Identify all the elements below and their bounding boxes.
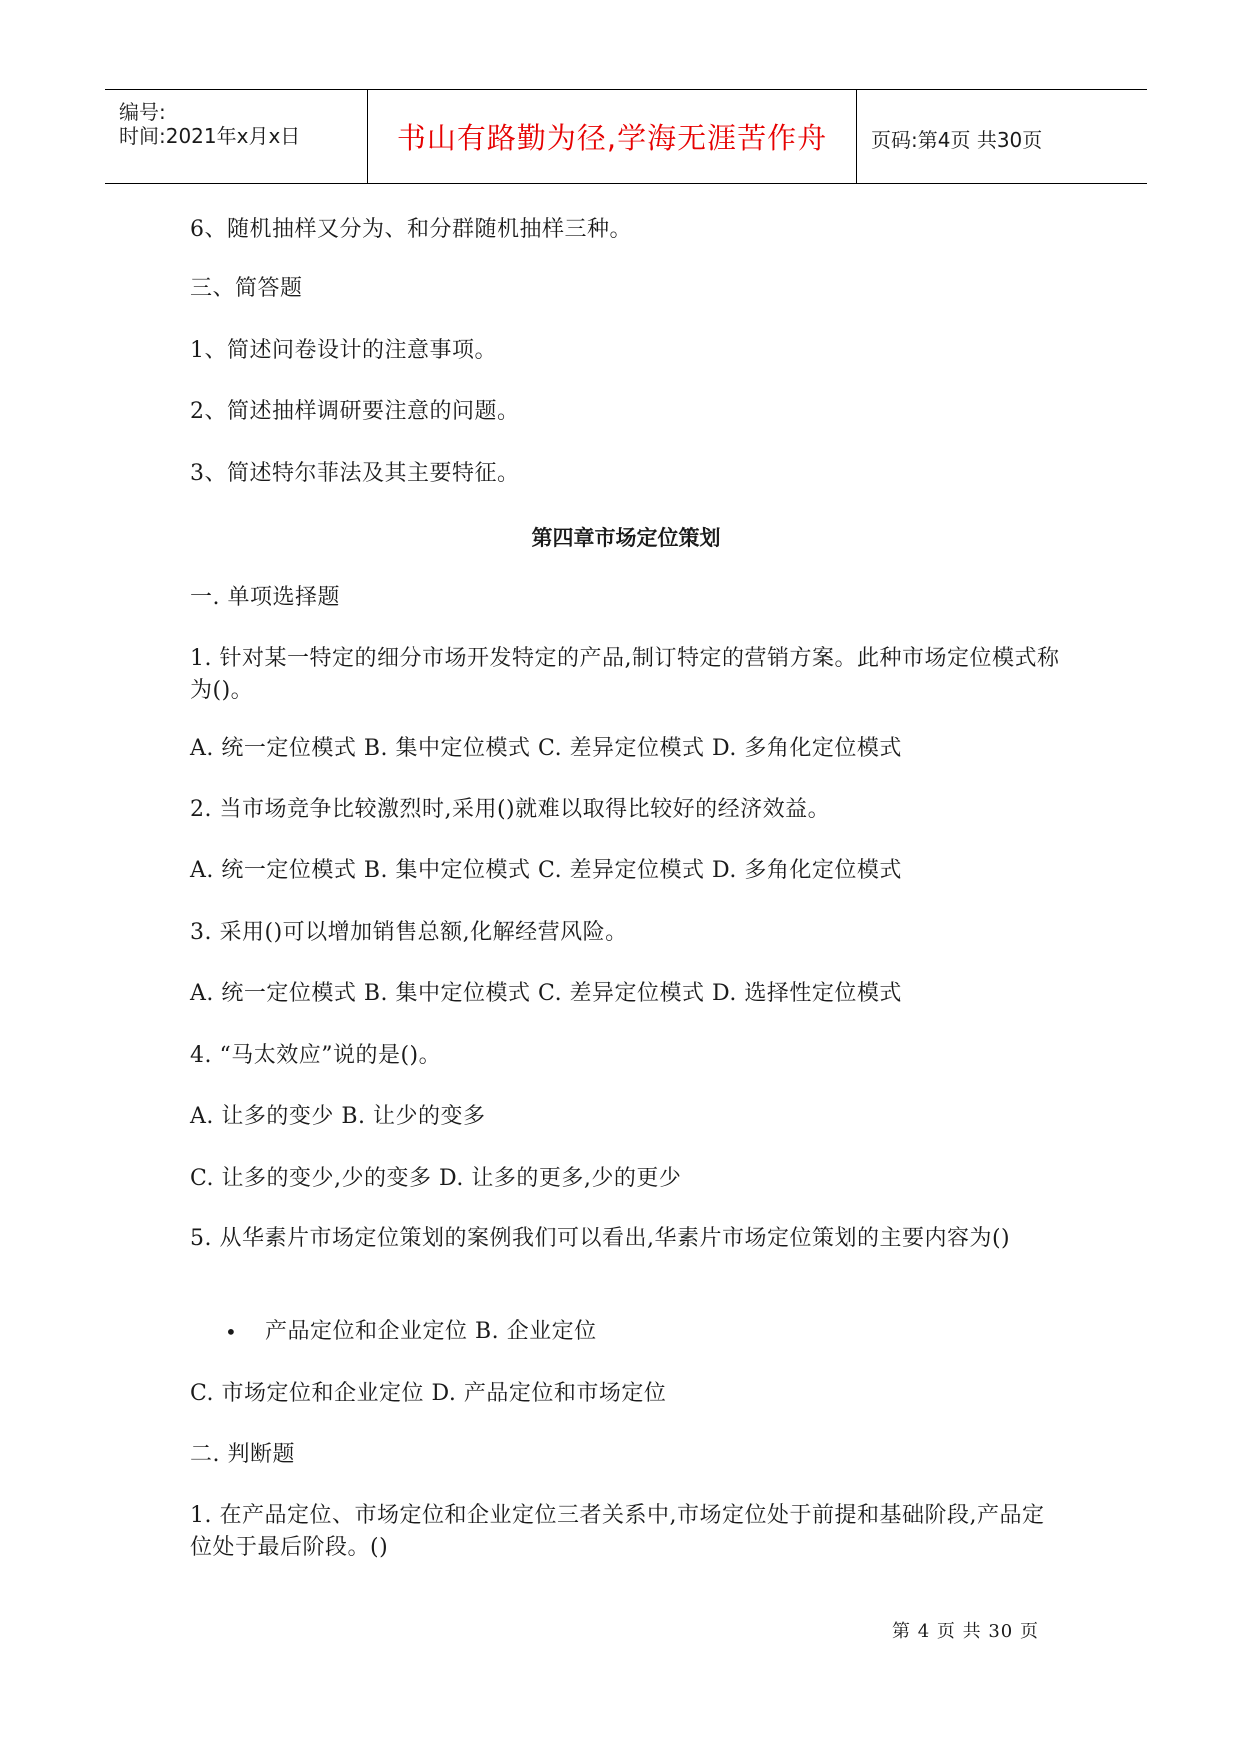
question-3: 3. 采用()可以增加销售总额,化解经营风险。	[190, 920, 628, 945]
question-4-options-ab: A. 让多的变少 B. 让少的变多	[190, 1104, 486, 1129]
header-center-cell	[367, 90, 857, 183]
short-answer-3: 3、简述特尔菲法及其主要特征。	[190, 461, 520, 486]
page-header-table	[105, 89, 1147, 184]
chapter-title: 第四章市场定位策划	[531, 526, 721, 550]
date-label: 时间:2021年x月x日	[119, 124, 301, 148]
header-right-cell	[857, 90, 1147, 183]
header-page-info: 页码:第4页 共30页	[871, 128, 1043, 152]
question-3-options: A. 统一定位模式 B. 集中定位模式 C. 差异定位模式 D. 选择性定位模式	[190, 981, 902, 1006]
true-false-1: 1. 在产品定位、市场定位和企业定位三者关系中,市场定位处于前提和基础阶段,产品定位处于最后阶段。()	[190, 1503, 1045, 1560]
header-motto: 书山有路勤为径,学海无涯苦作舟	[396, 121, 828, 155]
question-1-options: A. 统一定位模式 B. 集中定位模式 C. 差异定位模式 D. 多角化定位模式	[190, 736, 902, 761]
header-left-cell	[105, 90, 367, 183]
question-2-options: A. 统一定位模式 B. 集中定位模式 C. 差异定位模式 D. 多角化定位模式	[190, 858, 902, 883]
short-answer-1: 1、简述问卷设计的注意事项。	[190, 338, 497, 363]
question-4-options-cd: C. 让多的变少,少的变多 D. 让多的更多,少的更少	[190, 1166, 682, 1191]
question-5-options-ab: 产品定位和企业定位 B. 企业定位	[265, 1319, 597, 1344]
question-4: 4. “马太效应”说的是()。	[190, 1043, 442, 1068]
question-2: 2. 当市场竞争比较激烈时,采用()就难以取得比较好的经济效益。	[190, 797, 831, 822]
page-footer: 第 4 页 共 30 页	[892, 1621, 1039, 1642]
bullet-marker: •	[225, 1320, 237, 1344]
question-1: 1. 针对某一特定的细分市场开发特定的产品,制订特定的营销方案。此种市场定位模式称为()。	[190, 646, 1060, 703]
question-5-options-cd: C. 市场定位和企业定位 D. 产品定位和市场定位	[190, 1381, 667, 1406]
section-heading-single-choice: 一. 单项选择题	[190, 585, 340, 610]
section-heading-true-false: 二. 判断题	[190, 1442, 295, 1467]
short-answer-2: 2、简述抽样调研要注意的问题。	[190, 399, 520, 424]
question-5: 5. 从华素片市场定位策划的案例我们可以看出,华素片市场定位策划的主要内容为()	[190, 1226, 1011, 1251]
section-heading-short-answer: 三、简答题	[190, 276, 303, 301]
paragraph-sampling-types: 6、随机抽样又分为、和分群随机抽样三种。	[190, 217, 632, 242]
serial-number-label: 编号:	[119, 100, 166, 124]
